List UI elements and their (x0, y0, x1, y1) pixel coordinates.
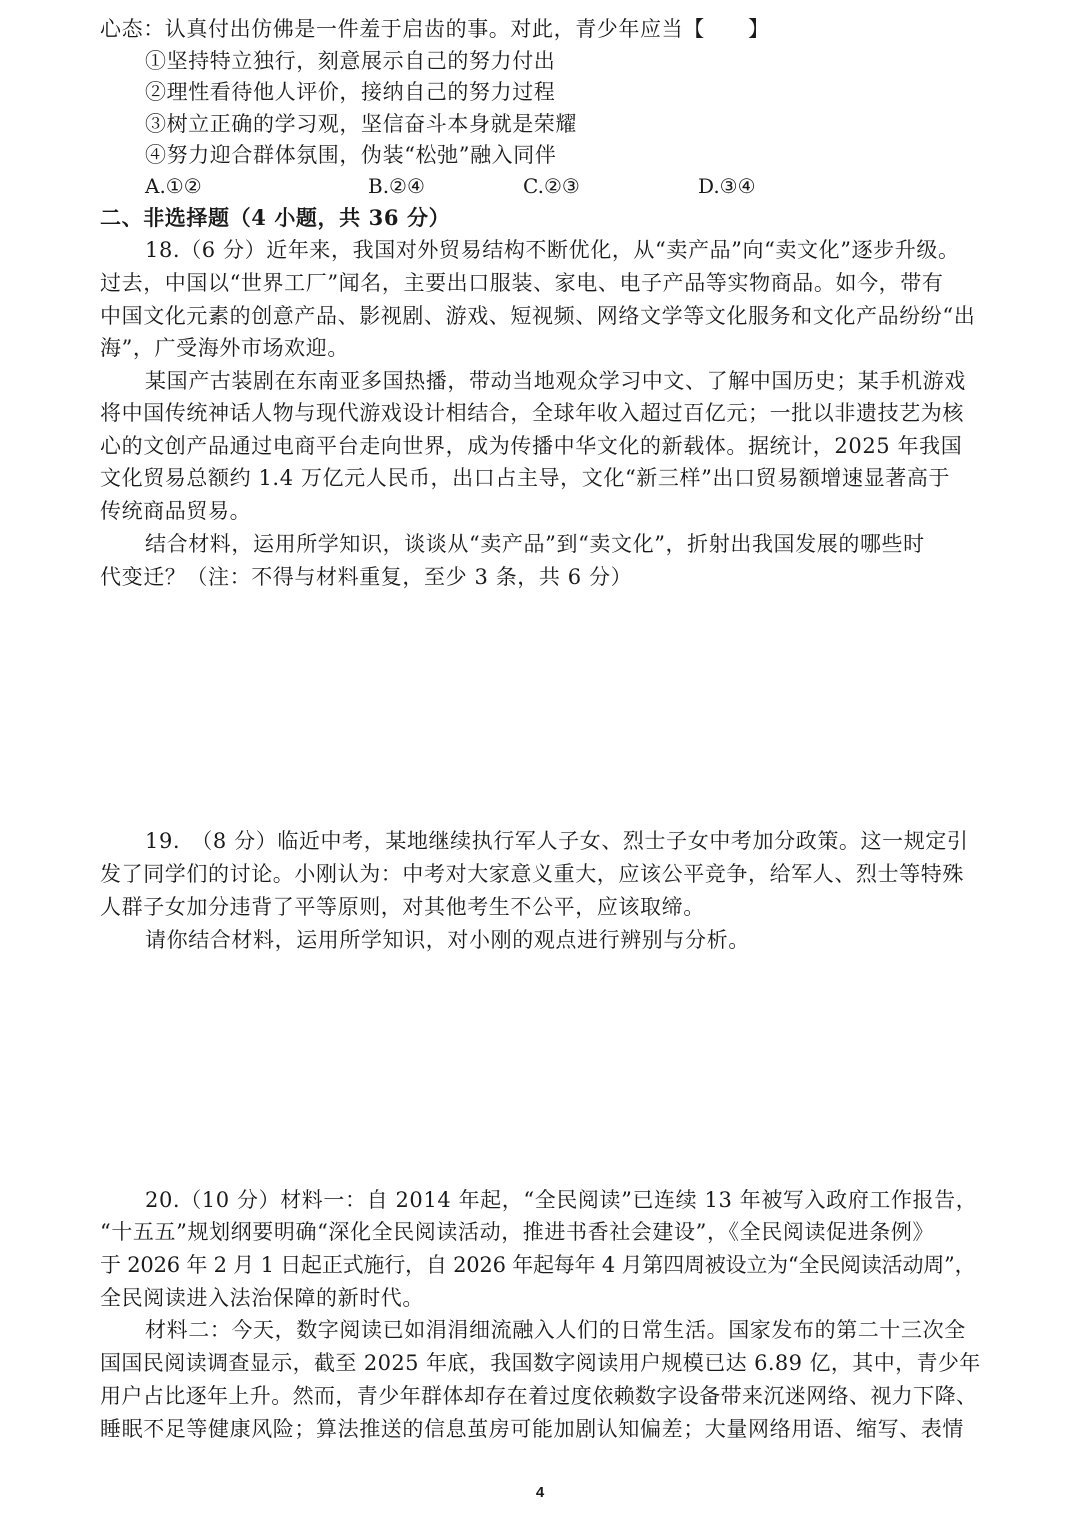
q17-item-4: ④努力迎合群体氛围，伪装“松弛”融入同伴 (145, 143, 557, 167)
q20-line-5: 材料二：今天，数字阅读已如涓涓细流融入人们的日常生活。国家发布的第二十三次全 (145, 1318, 966, 1342)
q18-line-7: 心的文创产品通过电商平台走向世界，成为传播中华文化的新载体。据统计，2025 年我国 (100, 434, 963, 458)
q19-line-2: 发了同学们的讨论。小刚认为：中考对大家意义重大，应该公平竞争，给军人、烈士等特殊 (100, 862, 964, 886)
q20-line-4: 全民阅读进入法治保障的新时代。 (100, 1286, 424, 1310)
q17-option-d: D.③④ (698, 174, 756, 198)
q17-item-3: ③树立正确的学习观，坚信奋斗本身就是荣耀 (145, 112, 577, 136)
q18-line-10: 结合材料，运用所学知识，谈谈从“卖产品”到“卖文化”，折射出我国发展的哪些时 (145, 532, 925, 556)
q17-item-2: ②理性看待他人评价，接纳自己的努力过程 (145, 80, 556, 104)
q18-line-2: 过去，中国以“世界工厂”闻名，主要出口服装、家电、电子产品等实物商品。如今，带有 (100, 271, 944, 295)
q17-item-1: ①坚持特立独行，刻意展示自己的努力付出 (145, 49, 556, 73)
q19-line-1: 19. （8 分）临近中考，某地继续执行军人子女、烈士子女中考加分政策。这一规定引 (145, 829, 969, 853)
q18-line-3: 中国文化元素的创意产品、影视剧、游戏、短视频、网络文学等文化服务和文化产品纷纷“出 (100, 304, 976, 328)
q17-option-b: B.②④ (368, 174, 425, 198)
q20-line-8: 睡眠不足等健康风险；算法推送的信息茧房可能加剧认知偏差；大量网络用语、缩写、表情 (100, 1417, 964, 1441)
q18-line-8: 文化贸易总额约 1.4 万亿元人民币，出口占主导，文化“新三样”出口贸易额增速显著高于 (100, 466, 951, 490)
q20-line-1: 20.（10 分）材料一：自 2014 年起，“全民阅读”已连续 13 年被写入政府工作报告， (145, 1188, 978, 1212)
q20-line-3: 于 2026 年 2 月 1 日起正式施行，自 2026 年起每年 4 月第四周被设立为“全民阅读活动周”， (100, 1253, 976, 1277)
q18-line-11: 代变迁？（注：不得与材料重复，至少 3 条，共 6 分） (100, 565, 633, 589)
q18-line-6: 将中国传统神话人物与现代游戏设计相结合，全球年收入超过百亿元；一批以非遗技艺为核 (100, 401, 964, 425)
q17-option-c: C.②③ (523, 174, 580, 198)
q18-line-9: 传统商品贸易。 (100, 499, 252, 523)
section-title: 二、非选择题（4 小题，共 36 分） (100, 205, 451, 230)
q20-line-7: 用户占比逐年上升。然而，青少年群体却存在着过度依赖数字设备带来沉迷网络、视力下降、 (100, 1384, 978, 1408)
q20-line-6: 国国民阅读调查显示，截至 2025 年底，我国数字阅读用户规模已达 6.89 亿，其中，青少年 (100, 1351, 981, 1375)
q20-line-2: “十五五”规划纲要明确“深化全民阅读活动，推进书香社会建设”，《全民阅读促进条例》 (100, 1220, 935, 1244)
q19-line-4: 请你结合材料，运用所学知识，对小刚的观点进行辨别与分析。 (145, 928, 750, 952)
q18-line-4: 海”，广受海外市场欢迎。 (100, 336, 349, 360)
q18-line-1: 18.（6 分）近年来，我国对外贸易结构不断优化，从“卖产品”向“卖文化”逐步升级。 (145, 238, 960, 262)
q17-stem-tail: 心态：认真付出仿佛是一件羞于启齿的事。对此，青少年应当【 】 (100, 17, 770, 41)
q18-line-5: 某国产古装剧在东南亚多国热播，带动当地观众学习中文、了解中国历史；某手机游戏 (145, 369, 966, 393)
page-number: 4 (535, 1484, 545, 1501)
q17-option-a: A.①② (145, 174, 202, 198)
q19-line-3: 人群子女加分违背了平等原则，对其他考生不公平，应该取缔。 (100, 895, 705, 919)
